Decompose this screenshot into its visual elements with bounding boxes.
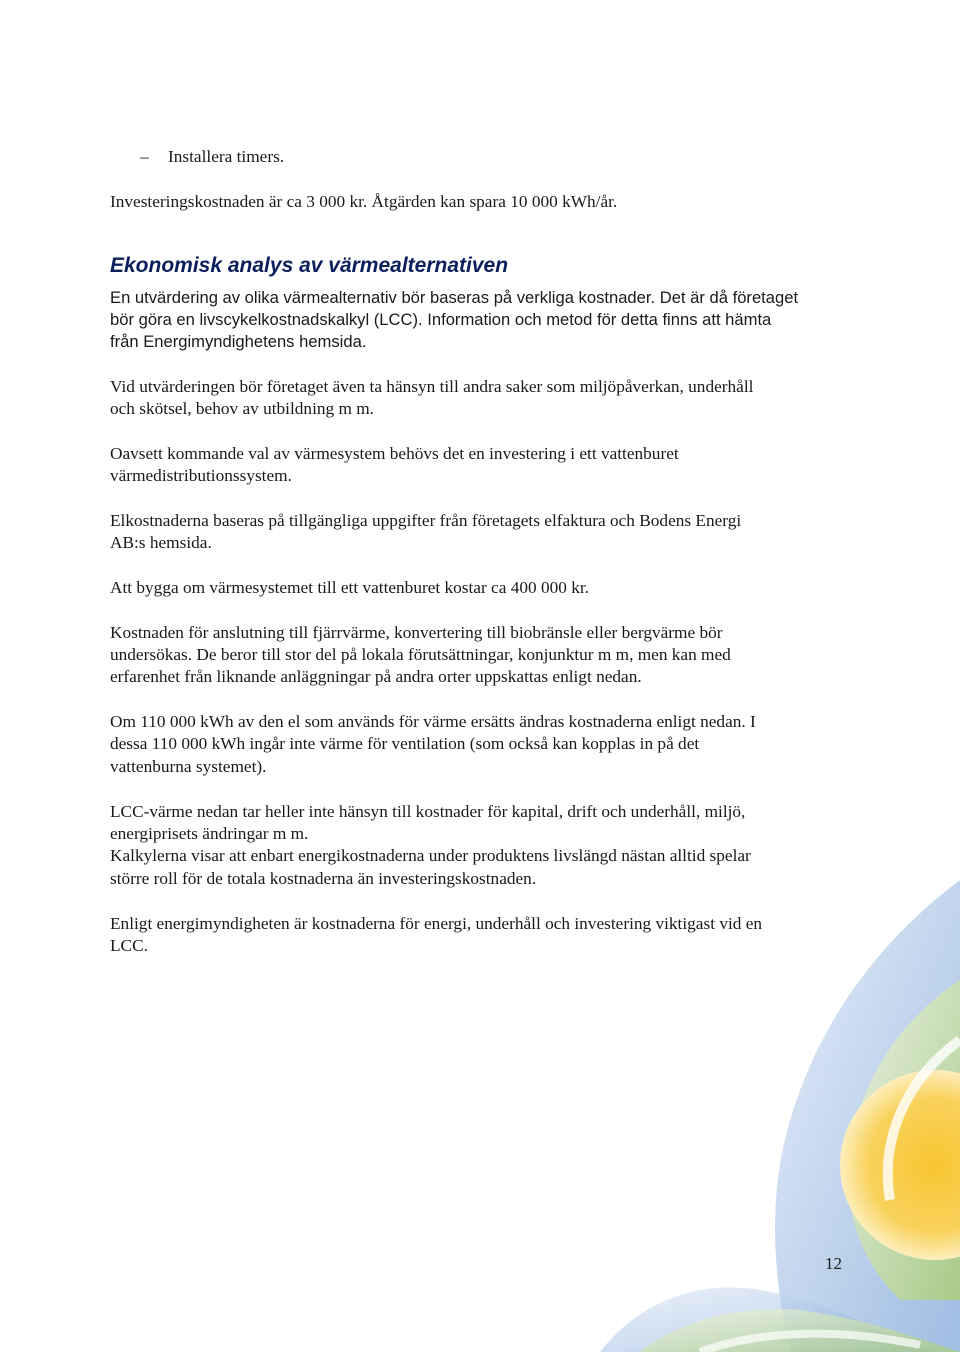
paragraph-line: energiprisets ändringar m m. (110, 824, 309, 843)
paragraph-line: Vid utvärderingen bör företaget även ta hänsyn till andra saker som miljöpåverkan, underhåll (110, 377, 754, 396)
section-heading: Ekonomisk analys av värmealternativen (110, 254, 509, 277)
bullet-text: Installera timers. (168, 147, 285, 166)
paragraph-line: värmedistributionssystem. (110, 466, 292, 485)
paragraph-line: Enligt energimyndigheten är kostnaderna för energi, underhåll och investering viktigast vid en (110, 914, 763, 933)
paragraph-line: Att bygga om värmesystemet till ett vattenburet kostar ca 400 000 kr. (110, 578, 589, 597)
paragraph-line: Kostnaden för anslutning till fjärrvärme, konvertering till biobränsle eller bergvärme bör (110, 623, 723, 642)
intro-line: bör göra en livscykelkostnadskalkyl (LCC). Information och metod för detta finns att hämta (110, 310, 772, 329)
paragraph-line: och skötsel, behov av utbildning m m. (110, 399, 374, 418)
paragraph-line: erfarenhet från liknande anläggningar på andra orter uppskattas enligt nedan. (110, 667, 642, 686)
intro-line: En utvärdering av olika värmealternativ bör baseras på verkliga kostnader. Det är då företaget (110, 288, 799, 307)
investment-line: Investeringskostnaden är ca 3 000 kr. Åtgärden kan spara 10 000 kWh/år. (110, 192, 618, 211)
page-number: 12 (825, 1254, 842, 1273)
paragraph-line: större roll för de totala kostnaderna än investeringskostnaden. (110, 869, 537, 888)
paragraph-line: vattenburna systemet). (110, 757, 267, 776)
paragraph-line: LCC. (110, 936, 148, 955)
paragraph-line: AB:s hemsida. (110, 533, 212, 552)
intro-line: från Energimyndighetens hemsida. (110, 332, 367, 351)
bullet-dash: – (140, 147, 149, 166)
paragraph-line: LCC-värme nedan tar heller inte hänsyn till kostnader för kapital, drift och underhåll, miljö, (110, 802, 746, 821)
paragraph-line: Oavsett kommande val av värmesystem behövs det en investering i ett vattenburet (110, 444, 679, 463)
paragraph-line: undersökas. De beror till stor del på lokala förutsättningar, konjunktur m m, men kan med (110, 645, 731, 664)
paragraph-line: Elkostnaderna baseras på tillgängliga uppgifter från företagets elfaktura och Bodens Energi (110, 511, 742, 530)
paragraph-line: Om 110 000 kWh av den el som används för värme ersätts ändras kostnaderna enligt nedan. I (110, 712, 756, 731)
paragraph-line: dessa 110 000 kWh ingår inte värme för ventilation (som också kan kopplas in på det (110, 734, 700, 753)
paragraph-line: Kalkylerna visar att enbart energikostnaderna under produktens livslängd nästan alltid spelar (110, 846, 751, 865)
